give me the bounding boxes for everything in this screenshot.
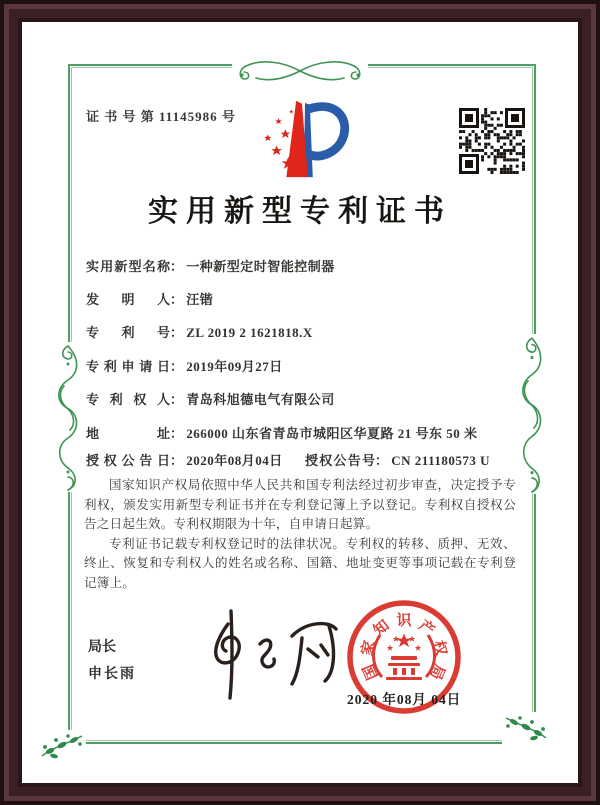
field-label: 授权公告日 bbox=[86, 453, 170, 468]
field-value: 266000 山东省青岛市城阳区华夏路 21 号东 50 米 bbox=[186, 426, 478, 441]
seal-char: 权 bbox=[429, 639, 449, 658]
seal-char: 国 bbox=[360, 661, 382, 682]
flourish-right-icon bbox=[516, 334, 548, 494]
field-label: 专利号 bbox=[86, 325, 170, 340]
flourish-top-icon bbox=[232, 58, 368, 86]
field-row-address: 地址： 266000 山东省青岛市城阳区华夏路 21 号东 50 米 bbox=[86, 423, 478, 442]
field-value: 2020年08月04日 bbox=[186, 453, 283, 468]
field-row-patentee: 专利权人： 青岛科旭德电气有限公司 bbox=[86, 389, 335, 408]
national-emblem-icon bbox=[373, 634, 434, 681]
floral-bottom-left-icon bbox=[38, 730, 86, 762]
seal-char: 家 bbox=[359, 639, 379, 658]
certificate-number: 证 书 号 第 11145986 号 bbox=[86, 109, 236, 124]
legal-text bbox=[84, 476, 516, 593]
legal-paragraph-1: 国家知识产权局依照中华人民共和国专利法经过初步审查，决定授予专利权，颁发实用新型专利证书并在专利登记簿上予以登记。专利权自授权公告之日起生效。专利权期限为十年，自申请日起算。 bbox=[84, 478, 516, 531]
field-row-filing-date: 专利申请日： 2019年09月27日 bbox=[86, 356, 283, 375]
field-label: 授权公告号 bbox=[305, 453, 375, 468]
floral-bottom-right-icon bbox=[502, 712, 550, 744]
qr-code-icon bbox=[455, 104, 529, 178]
field-label: 实用新型名称 bbox=[86, 259, 170, 274]
field-group-publication-no: 授权公告号： CN 211180573 U bbox=[305, 450, 490, 469]
seal-char: 知 bbox=[370, 617, 393, 640]
field-value: 青岛科旭德电气有限公司 bbox=[186, 392, 335, 407]
legal-paragraph-2: 专利证书记载专利权登记时的法律状况。专利权的转移、质押、无效、终止、恢复和专利权人的姓名或名称、国籍、地址变更等事项记载在专利登记簿上。 bbox=[84, 536, 516, 590]
cnipa-logo-icon bbox=[256, 95, 350, 183]
field-value: 2019年09月27日 bbox=[186, 359, 283, 374]
commissioner-label: 局长 bbox=[88, 640, 116, 655]
field-label: 专利申请日 bbox=[86, 359, 170, 374]
field-row-grant: 授权公告日： 2020年08月04日 授权公告号： CN 211180573 U bbox=[86, 450, 283, 469]
signature-icon bbox=[198, 604, 346, 706]
field-value: 汪锴 bbox=[186, 292, 214, 307]
field-value: CN 211180573 U bbox=[391, 453, 490, 468]
field-row-patent-no: 专利号： ZL 2019 2 1621818.X bbox=[86, 322, 313, 341]
seal-date: 2020 年08月 04日 bbox=[347, 692, 462, 707]
seal-char: 识 bbox=[396, 613, 412, 629]
field-row-name: 实用新型名称： 一种新型定时智能控制器 bbox=[86, 256, 335, 275]
field-value: ZL 2019 2 1621818.X bbox=[186, 325, 313, 340]
flourish-left-icon bbox=[52, 342, 84, 492]
field-label: 发明人 bbox=[86, 292, 170, 307]
field-row-inventor: 发明人： 汪锴 bbox=[86, 289, 213, 308]
seal-char: 产 bbox=[415, 617, 438, 640]
certificate-title: 实用新型专利证书 bbox=[148, 195, 452, 228]
field-label: 地址 bbox=[86, 426, 170, 441]
seal-char: 局 bbox=[426, 661, 448, 682]
field-value: 一种新型定时智能控制器 bbox=[186, 259, 335, 274]
field-label: 专利权人 bbox=[86, 392, 170, 407]
commissioner-name: 申长雨 bbox=[88, 667, 136, 682]
